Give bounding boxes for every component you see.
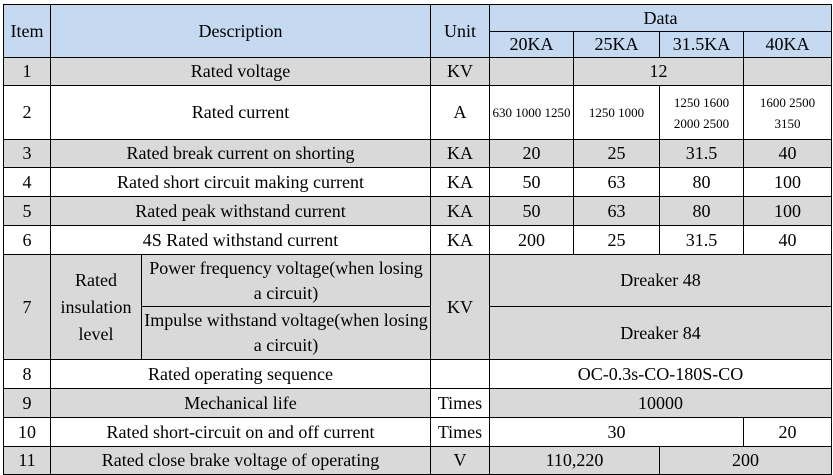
value-cell-25ka: 63 [574,168,660,197]
unit-cell: Times [431,389,490,418]
header-data: Data [490,5,832,32]
item-number: 1 [4,58,51,86]
item-number: 9 [4,389,51,418]
unit-cell: KA [431,168,490,197]
item-number: 11 [4,447,51,475]
table-row [4,58,832,86]
item-number: 3 [4,140,51,168]
unit-cell: Times [431,418,490,447]
header-row [4,5,832,32]
table-row [4,447,832,475]
value-cell-31-5ka: 80 [660,168,744,197]
table-row [4,418,832,447]
value-cell-40ka: 20 [744,418,832,447]
description-cell: Rated peak withstand current [51,197,431,226]
item-number: 6 [4,226,51,255]
spec-table-container [3,4,832,475]
table-row [4,197,832,226]
sub-description-cell: Impulse withstand voltage(when losing a circuit) [142,307,431,360]
description-cell: Rated current [51,86,431,140]
value-cell-20ka: 630 1000 1250 [490,86,574,140]
description-cell: Rated short-circuit on and off current [51,418,431,447]
value-cell-25ka: 63 [574,197,660,226]
item-number: 2 [4,86,51,140]
header-description: Description [51,5,431,58]
value-cell-merged: 12 [574,58,744,86]
value-cell-merged: Dreaker 84 [490,307,832,360]
header-col-40ka: 40KA [744,32,832,58]
value-cell-20ka: 200 [490,226,574,255]
table-row [4,140,832,168]
value-cell-merged: 200 [660,447,832,475]
description-cell: Rated close brake voltage of operating [51,447,431,475]
value-cell-31-5ka: 1250 1600 2000 2500 [660,86,744,140]
value-cell-merged: 30 [490,418,744,447]
description-cell: Rated break current on shorting [51,140,431,168]
table-row [4,226,832,255]
value-cell-20ka: 50 [490,168,574,197]
table-row [4,360,832,389]
item-number: 7 [4,255,51,360]
spec-table [3,4,832,475]
header-col-20ka: 20KA [490,32,574,58]
item-number: 5 [4,197,51,226]
header-item: Item [4,5,51,58]
unit-cell [431,360,490,389]
unit-cell: KV [431,255,490,360]
value-cell-merged: OC-0.3s-CO-180S-CO [490,360,832,389]
value-cell-40ka: 40 [744,226,832,255]
table-row [4,389,832,418]
value-cell-20ka [490,58,574,86]
item-number: 8 [4,360,51,389]
table-row [4,168,832,197]
description-cell: 4S Rated withstand current [51,226,431,255]
value-cell-25ka: 25 [574,226,660,255]
unit-cell: KA [431,226,490,255]
unit-cell: KA [431,197,490,226]
description-cell: Rated voltage [51,58,431,86]
value-cell-31-5ka: 31.5 [660,226,744,255]
value-cell-merged: 110,220 [490,447,660,475]
value-cell-40ka [744,58,832,86]
header-col-25ka: 25KA [574,32,660,58]
unit-cell: A [431,86,490,140]
description-cell: Rated short circuit making current [51,168,431,197]
item-number: 4 [4,168,51,197]
value-cell-20ka: 50 [490,197,574,226]
value-cell-25ka: 25 [574,140,660,168]
value-cell-merged: 10000 [490,389,832,418]
table-row [4,86,832,140]
description-cell: Mechanical life [51,389,431,418]
table-row [4,255,832,307]
value-cell-merged: Dreaker 48 [490,255,832,307]
header-unit: Unit [431,5,490,58]
value-cell-31-5ka: 80 [660,197,744,226]
header-col-31-5ka: 31.5KA [660,32,744,58]
value-cell-40ka: 100 [744,168,832,197]
value-cell-40ka: 40 [744,140,832,168]
unit-cell: KV [431,58,490,86]
value-cell-31-5ka: 31.5 [660,140,744,168]
value-cell-25ka: 1250 1000 [574,86,660,140]
unit-cell: V [431,447,490,475]
sub-description-cell: Power frequency voltage(when losing a circuit) [142,255,431,307]
item-number: 10 [4,418,51,447]
value-cell-40ka: 1600 2500 3150 [744,86,832,140]
value-cell-20ka: 20 [490,140,574,168]
description-cell: Rated operating sequence [51,360,431,389]
group-label: Rated insulation level [51,255,142,360]
unit-cell: KA [431,140,490,168]
value-cell-40ka: 100 [744,197,832,226]
